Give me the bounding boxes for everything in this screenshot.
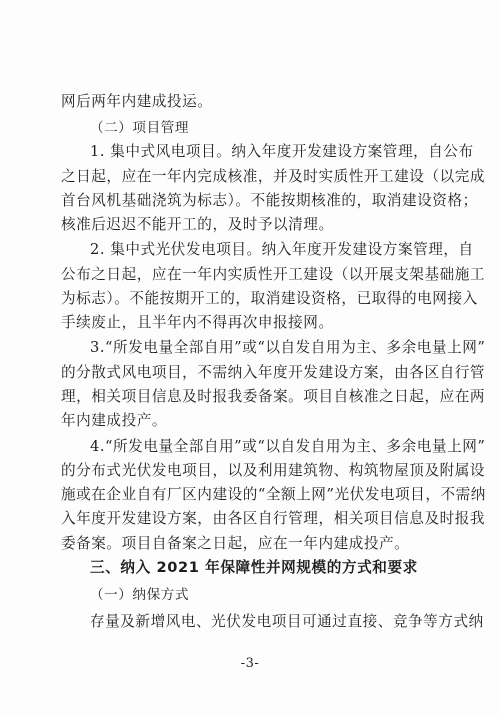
paragraph-line: 施或在企业自有厂区内建设的“全额上网”光伏发电项目，不需纳 — [61, 486, 486, 503]
paragraph-line: 手续废止，且半年内不得再次申报接网。 — [61, 314, 334, 331]
paragraph-line: 理，相关项目信息及时报我委备案。项目自核准之日起，应在两 — [61, 388, 486, 405]
paragraph-line: 1. 集中式风电项目。纳入年度开发建设方案管理，自公布 — [90, 143, 474, 160]
paragraph-line: 4.“所发电量全部自用”或“以自发自用为主、多余电量上网” — [90, 438, 486, 455]
paragraph-line: 3.“所发电量全部自用”或“以自发自用为主、多余电量上网” — [90, 339, 486, 356]
paragraph-line: 网后两年内建成投运。 — [61, 93, 213, 110]
section-heading-grid-scale: 三、纳入 2021 年保障性并网规模的方式和要求 — [90, 559, 418, 576]
paragraph-line: 的分布式光伏发电项目，以及利用建筑物、构筑物屋顶及附属设 — [61, 462, 486, 479]
paragraph-line: 为标志）。不能按期开工的，取消建设资格，已取得的电网接入 — [61, 290, 478, 307]
paragraph-line: 公布之日起，应在一年内实质性开工建设（以开展支架基础施工 — [61, 266, 486, 283]
paragraph-line: 2. 集中式光伏发电项目。纳入年度开发建设方案管理，自 — [90, 241, 474, 258]
subsection-heading-method: （一）纳保方式 — [90, 587, 190, 603]
paragraph-line: 之日起，应在一年内完成核准，并及时实质性开工建设（以完成 — [61, 168, 486, 185]
section-heading-project-management: （二）项目管理 — [90, 120, 190, 136]
paragraph-line: 核准后迟迟不能开工的，及时予以清理。 — [61, 216, 334, 233]
paragraph-line: 年内建成投产。 — [61, 412, 168, 429]
paragraph-line: 首台风机基础浇筑为标志）。不能按期核准的，取消建设资格； — [61, 192, 478, 209]
paragraph-line: 存量及新增风电、光伏发电项目可通过直接、竞争等方式纳 — [90, 613, 484, 630]
paragraph-line: 入年度开发建设方案，由各区自行管理，相关项目信息及时报我 — [61, 510, 486, 527]
paragraph-line: 委备案。项目自备案之日起，应在一年内建成投产。 — [61, 535, 410, 552]
page-number: -3- — [240, 656, 260, 671]
paragraph-line: 的分散式风电项目，不需纳入年度开发建设方案，由各区自行管 — [61, 364, 486, 381]
